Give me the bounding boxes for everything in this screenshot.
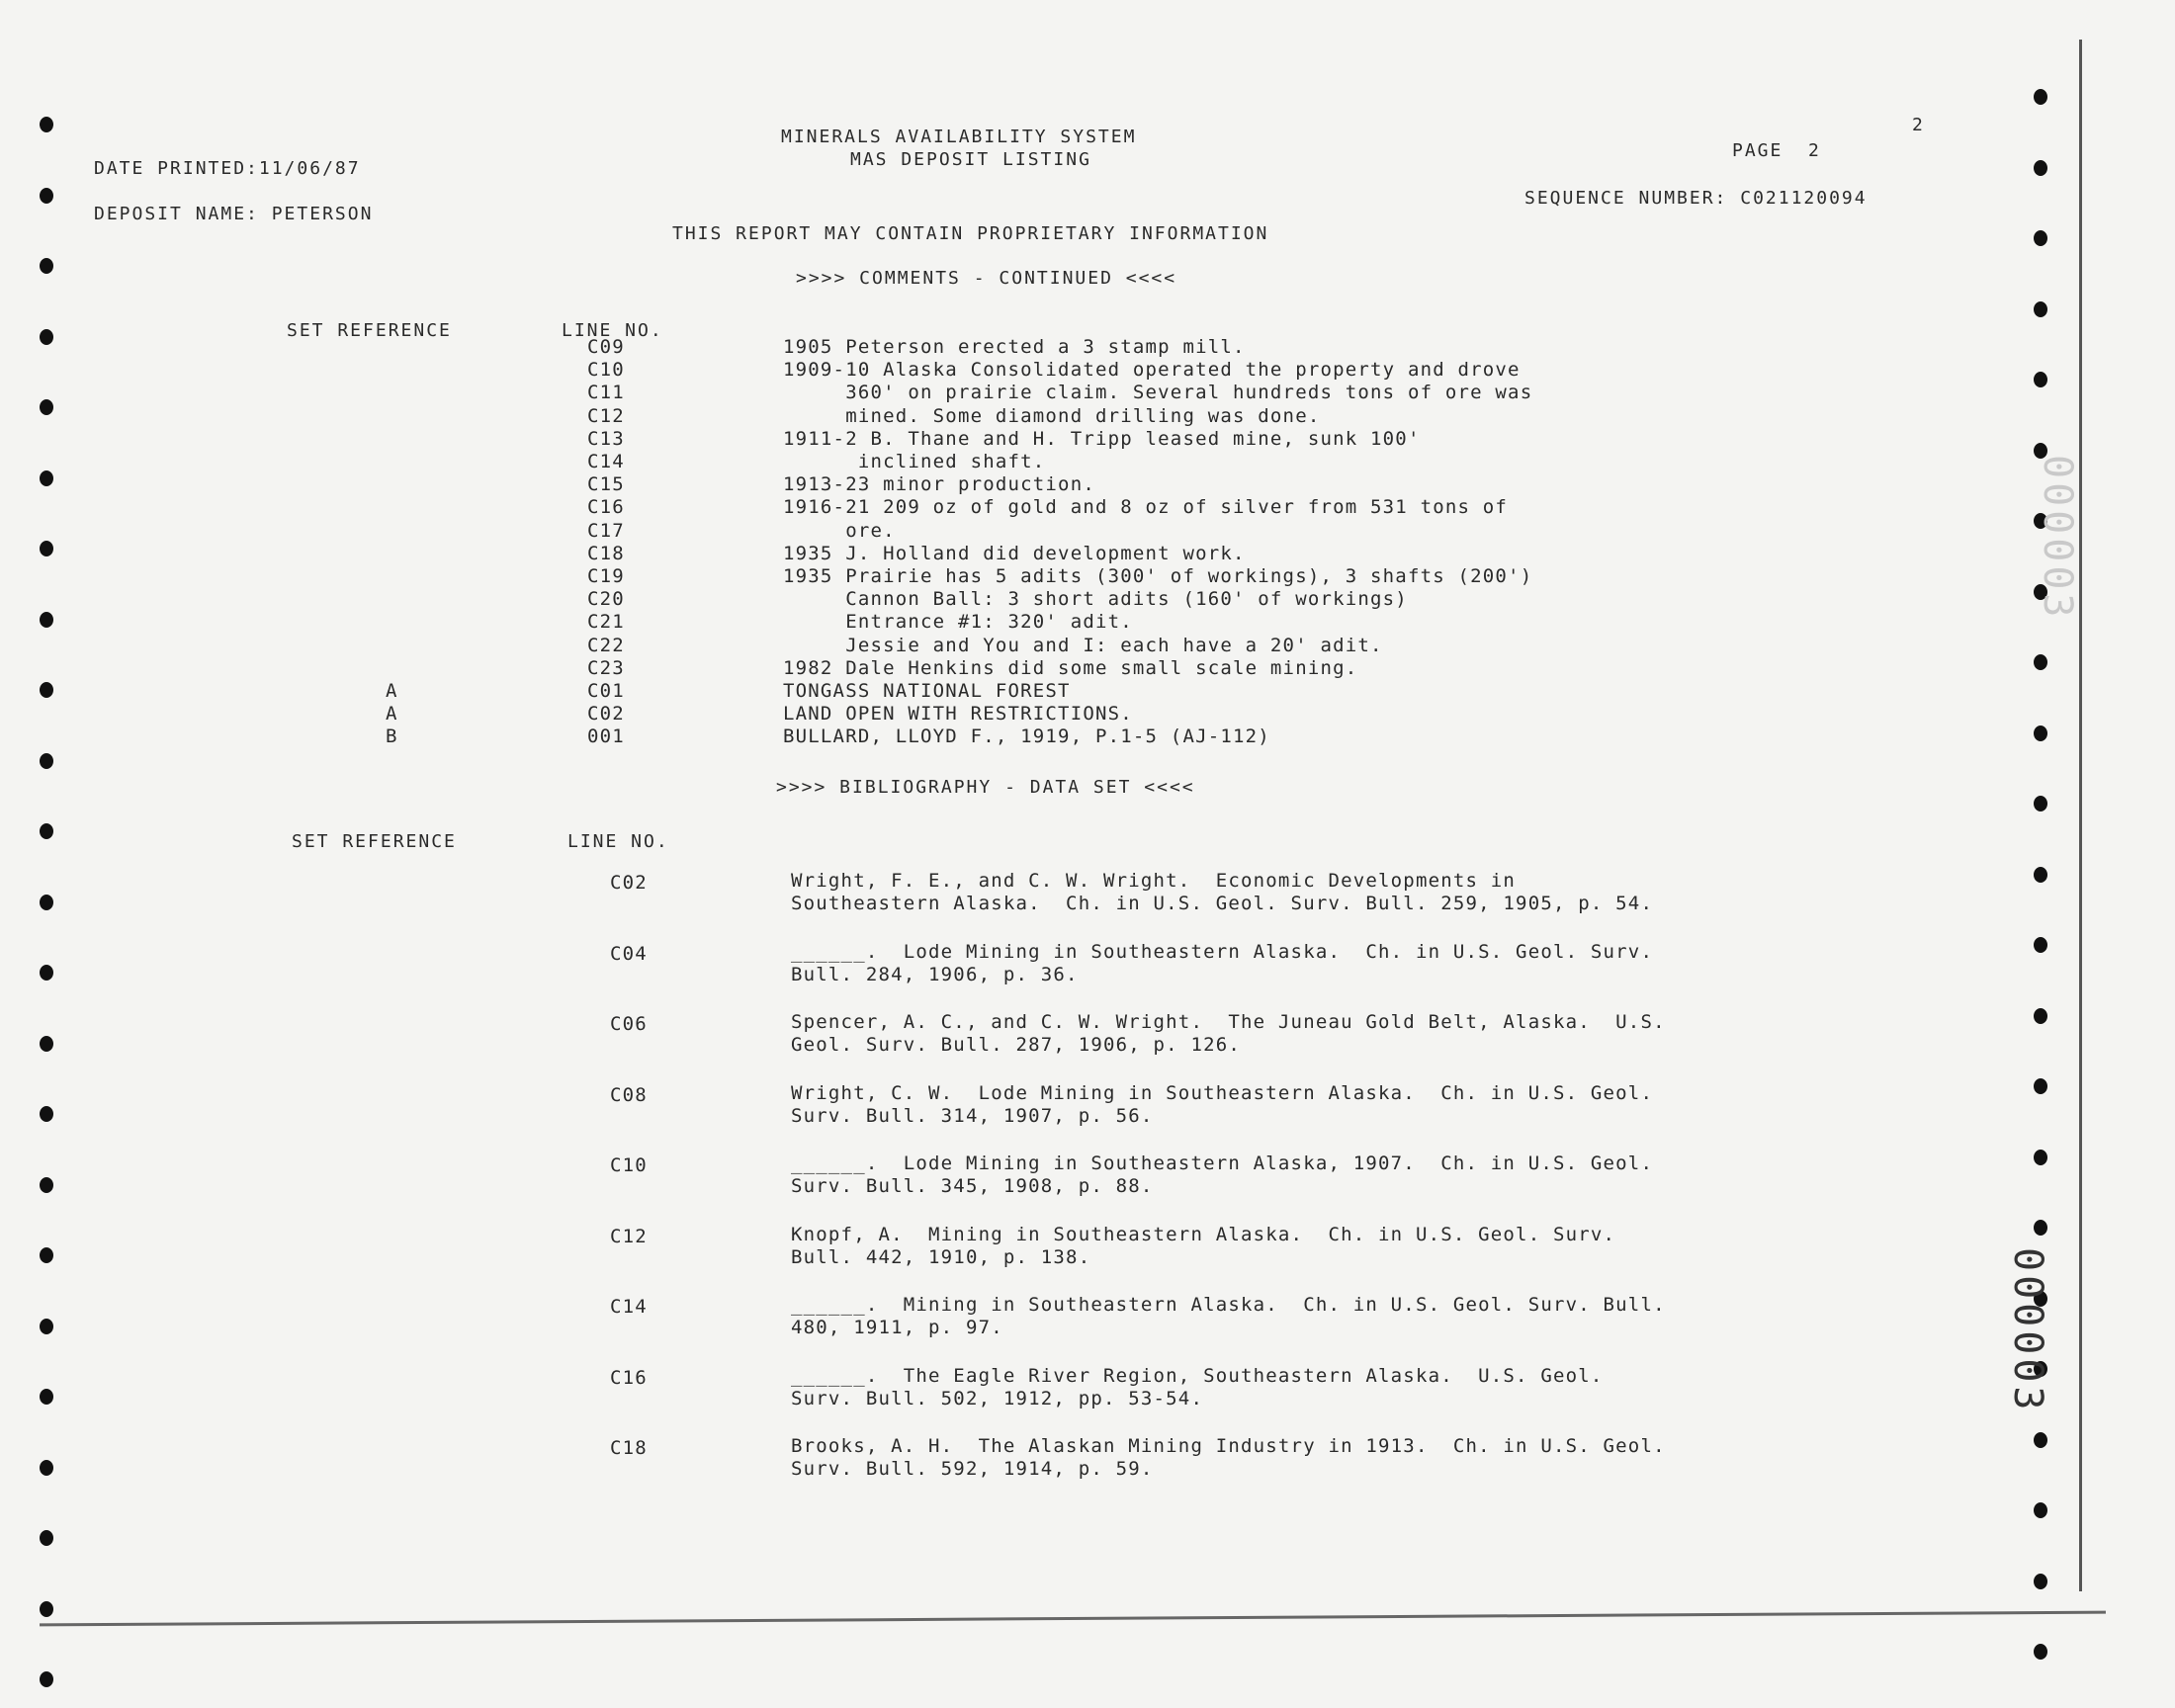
bibliography-citation: ______. Lode Mining in Southeastern Alaska, 1907. Ch. in U.S. Geol. — [791, 1153, 1654, 1174]
tractor-hole — [40, 258, 53, 274]
comment-line-no: C09 — [587, 336, 625, 358]
tractor-hole — [2034, 726, 2047, 741]
bibliography-col-line-no: LINE NO. — [567, 831, 669, 852]
bibliography-line-no: C14 — [610, 1296, 648, 1318]
system-title: MINERALS AVAILABILITY SYSTEM — [781, 127, 1137, 147]
tractor-hole — [2034, 301, 2047, 317]
comment-text: 1905 Peterson erected a 3 stamp mill. — [783, 336, 1246, 358]
comment-set-reference: B — [386, 726, 398, 748]
page-edge-bottom — [40, 1611, 2106, 1627]
tractor-hole — [40, 1389, 53, 1405]
bibliography-citation: Wright, F. E., and C. W. Wright. Economic Developments in — [791, 870, 1517, 892]
comment-line-no: C14 — [587, 451, 625, 472]
comment-line-no: C23 — [587, 656, 625, 679]
tractor-hole — [40, 1177, 53, 1193]
comment-text: inclined shaft. — [783, 451, 1046, 472]
tractor-hole — [40, 965, 53, 981]
comment-line-no: C20 — [587, 588, 625, 611]
bibliography-section-title: >>>> BIBLIOGRAPHY - DATA SET <<<< — [776, 777, 1195, 798]
page-edge-right — [2079, 40, 2082, 1591]
bibliography-citation: ______. Lode Mining in Southeastern Alaska. Ch. in U.S. Geol. Surv. — [791, 940, 1654, 963]
bibliography-citation-continued: Bull. 284, 1906, p. 36. — [791, 963, 1079, 985]
comment-line-no: C13 — [587, 427, 625, 450]
tractor-hole — [40, 541, 53, 556]
comment-line-no: C21 — [587, 611, 625, 634]
comment-text: 1916-21 209 oz of gold and 8 oz of silver from 531 tons of — [783, 496, 1509, 519]
tractor-hole — [40, 1671, 53, 1687]
page-mark: 2 — [1912, 115, 1925, 135]
comment-line-no: C11 — [587, 382, 625, 404]
comment-text: LAND OPEN WITH RESTRICTIONS. — [783, 703, 1133, 726]
comment-line-no: C15 — [587, 473, 625, 496]
margin-stamp-faint: 000003 — [2035, 455, 2080, 622]
tractor-hole — [2034, 867, 2047, 883]
comment-line-no: 001 — [587, 726, 625, 748]
tractor-hole — [40, 399, 53, 415]
tractor-hole — [2034, 1150, 2047, 1165]
bibliography-citation-continued: Surv. Bull. 345, 1908, p. 88. — [791, 1175, 1154, 1197]
comment-line-no: C02 — [587, 703, 625, 726]
tractor-hole — [2034, 796, 2047, 811]
bibliography-citation: Brooks, A. H. The Alaskan Mining Industry in 1913. Ch. in U.S. Geol. — [791, 1435, 1666, 1457]
tractor-hole — [40, 329, 53, 345]
tractor-hole — [40, 188, 53, 204]
comment-text: Entrance #1: 320' adit. — [783, 611, 1133, 634]
comment-text: TONGASS NATIONAL FOREST — [783, 680, 1071, 702]
date-printed: DATE PRINTED:11/06/87 — [94, 158, 361, 179]
bibliography-line-no: C08 — [610, 1083, 648, 1106]
tractor-hole — [40, 1319, 53, 1334]
comment-text: 1913-23 minor production. — [783, 473, 1095, 496]
tractor-hole — [40, 1247, 53, 1263]
tractor-hole — [40, 470, 53, 486]
tractor-hole — [40, 823, 53, 839]
bibliography-citation-continued: 480, 1911, p. 97. — [791, 1317, 1003, 1338]
bibliography-citation: Knopf, A. Mining in Southeastern Alaska. Ch. in U.S. Geol. Surv. — [791, 1223, 1616, 1245]
comment-text: 1982 Dale Henkins did some small scale mining. — [783, 656, 1358, 679]
tractor-hole — [2034, 1644, 2047, 1660]
proprietary-notice: THIS REPORT MAY CONTAIN PROPRIETARY INFORMATION — [672, 223, 1269, 244]
comment-line-no: C18 — [587, 542, 625, 564]
deposit-name: DEPOSIT NAME: PETERSON — [94, 204, 374, 224]
bibliography-line-no: C10 — [610, 1154, 648, 1176]
comment-line-no: C16 — [587, 496, 625, 519]
bibliography-citation: ______. Mining in Southeastern Alaska. Ch. in U.S. Geol. Surv. Bull. — [791, 1294, 1666, 1316]
bibliography-col-set-reference: SET REFERENCE — [292, 831, 457, 852]
comment-line-no: C17 — [587, 519, 625, 542]
comment-text: 1935 J. Holland did development work. — [783, 542, 1246, 564]
comment-text: 1911-2 B. Thane and H. Tripp leased mine, sunk 100' — [783, 427, 1421, 450]
comment-line-no: C19 — [587, 565, 625, 587]
bibliography-citation-continued: Geol. Surv. Bull. 287, 1906, p. 126. — [791, 1034, 1242, 1056]
tractor-hole — [2034, 654, 2047, 670]
bibliography-citation-continued: Southeastern Alaska. Ch. in U.S. Geol. Surv. Bull. 259, 1905, p. 54. — [791, 893, 1654, 914]
tractor-hole — [2034, 1078, 2047, 1094]
tractor-hole — [2034, 230, 2047, 246]
comment-line-no: C01 — [587, 680, 625, 702]
bibliography-citation: Spencer, A. C., and C. W. Wright. The Juneau Gold Belt, Alaska. U.S. — [791, 1011, 1666, 1033]
comments-col-line-no: LINE NO. — [562, 320, 663, 341]
tractor-hole — [40, 612, 53, 628]
bibliography-citation-continued: Bull. 442, 1910, p. 138. — [791, 1245, 1091, 1268]
tractor-hole — [2034, 937, 2047, 953]
comment-text: mined. Some diamond drilling was done. — [783, 404, 1321, 427]
tractor-hole — [40, 1530, 53, 1546]
listing-title: MAS DEPOSIT LISTING — [850, 149, 1091, 170]
bibliography-citation: ______. The Eagle River Region, Southeastern Alaska. U.S. Geol. — [791, 1364, 1604, 1387]
tractor-hole — [2034, 1432, 2047, 1448]
tractor-hole — [40, 682, 53, 698]
comments-col-set-reference: SET REFERENCE — [287, 320, 452, 341]
comment-text: 1909-10 Alaska Consolidated operated the property and drove — [783, 359, 1521, 382]
comment-text: ore. — [783, 519, 896, 542]
bibliography-line-no: C02 — [610, 872, 648, 894]
bibliography-line-no: C12 — [610, 1225, 648, 1247]
bibliography-citation-continued: Surv. Bull. 592, 1914, p. 59. — [791, 1458, 1154, 1480]
margin-stamp: 000003 — [2005, 1247, 2050, 1414]
tractor-hole — [40, 1106, 53, 1122]
comments-section-title: >>>> COMMENTS - CONTINUED <<<< — [796, 268, 1177, 289]
tractor-hole — [2034, 372, 2047, 387]
comment-text: 360' on prairie claim. Several hundreds tons of ore was — [783, 382, 1533, 404]
comment-text: Cannon Ball: 3 short adits (160' of workings) — [783, 588, 1408, 611]
tractor-hole — [2034, 1220, 2047, 1236]
tractor-hole — [2034, 1502, 2047, 1518]
comment-line-no: C10 — [587, 359, 625, 382]
bibliography-line-no: C16 — [610, 1366, 648, 1389]
comment-text: BULLARD, LLOYD F., 1919, P.1-5 (AJ-112) — [783, 726, 1270, 748]
bibliography-citation: Wright, C. W. Lode Mining in Southeastern Alaska. Ch. in U.S. Geol. — [791, 1081, 1654, 1104]
comment-set-reference: A — [386, 703, 398, 726]
sequence-number: SEQUENCE NUMBER: C021120094 — [1524, 188, 1868, 209]
comment-line-no: C12 — [587, 404, 625, 427]
tractor-hole — [40, 1036, 53, 1052]
tractor-hole — [40, 1460, 53, 1476]
tractor-hole — [40, 1601, 53, 1617]
tractor-hole — [2034, 89, 2047, 105]
bibliography-citation-continued: Surv. Bull. 502, 1912, pp. 53-54. — [791, 1387, 1204, 1409]
page-number: PAGE 2 — [1732, 140, 1821, 161]
bibliography-line-no: C04 — [610, 942, 648, 965]
tractor-hole — [2034, 1574, 2047, 1589]
bibliography-citation-continued: Surv. Bull. 314, 1907, p. 56. — [791, 1104, 1154, 1127]
tractor-hole — [40, 753, 53, 769]
comment-set-reference: A — [386, 680, 398, 702]
bibliography-line-no: C18 — [610, 1437, 648, 1459]
comment-text: Jessie and You and I: each have a 20' adit. — [783, 634, 1383, 656]
tractor-hole — [2034, 160, 2047, 176]
tractor-hole — [2034, 1008, 2047, 1024]
bibliography-line-no: C06 — [610, 1013, 648, 1035]
comment-text: 1935 Prairie has 5 adits (300' of workings), 3 shafts (200') — [783, 565, 1533, 587]
comment-line-no: C22 — [587, 634, 625, 656]
tractor-hole — [40, 895, 53, 910]
tractor-hole — [40, 117, 53, 132]
